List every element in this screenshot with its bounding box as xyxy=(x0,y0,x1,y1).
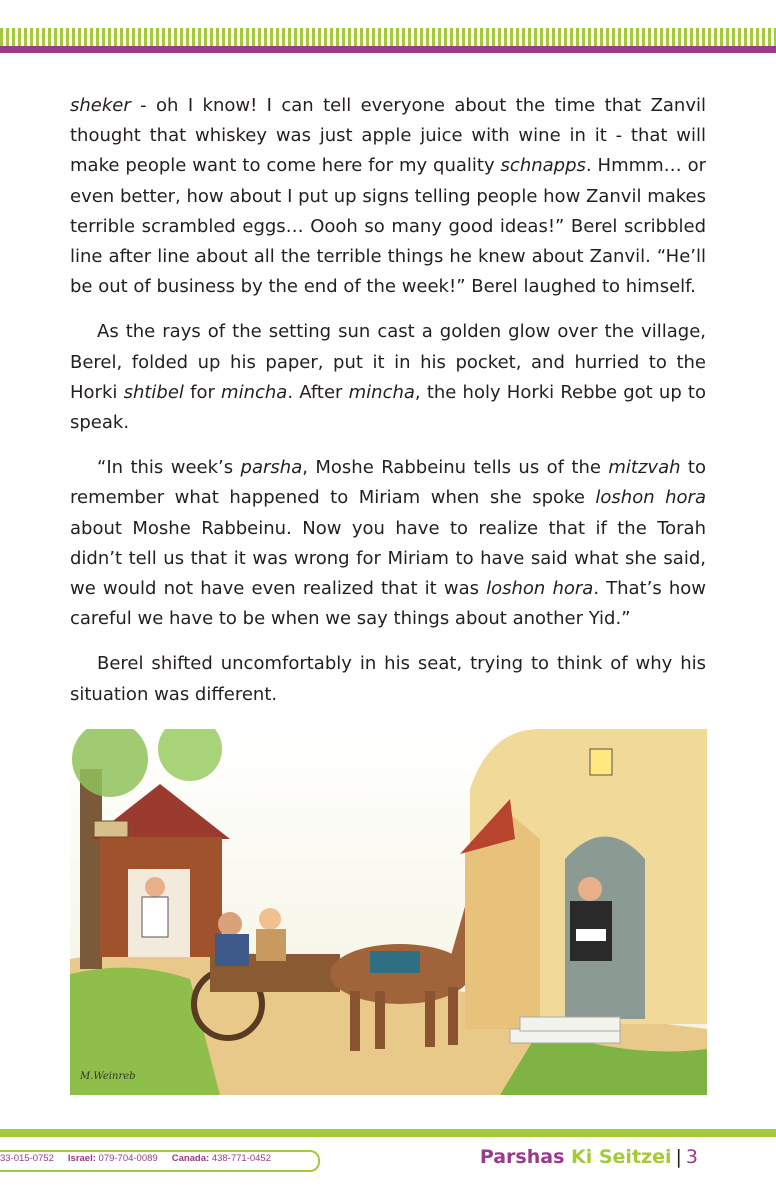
shopkeeper xyxy=(145,877,165,897)
footer-phones: 33-015-0752 Israel: 079-704-0089 Canada: 438-771-0452 xyxy=(0,1153,271,1164)
lantern xyxy=(590,749,612,775)
paragraph-2: As the rays of the setting sun cast a golden glow over the village, Berel, folded up his paper, put it in his pocket, and hurried to the Horki shtibel for mincha. After mincha, the holy Horki Rebbe got up to speak. xyxy=(70,321,706,434)
header-stripes xyxy=(0,28,776,46)
header-bar xyxy=(0,46,776,53)
artist-signature: M.Weinreb xyxy=(80,1071,136,1082)
title-separator: | xyxy=(675,1146,682,1168)
shop-sign xyxy=(94,821,128,837)
illustration-scene xyxy=(70,729,707,1095)
paragraph-3: “In this week’s parsha, Moshe Rabbeinu tells us of the mitzvah to remember what happened to Miriam when she spoke loshon hora about Moshe Rabbeinu. Now you have to realize that if the Torah didn’t tell us that it was wrong for Miriam to have said what she said, we would not have even realized that it was loshon hora. That’s how careful we have to be when we say things about another Yid.” xyxy=(70,457,707,630)
story-text xyxy=(70,91,706,725)
story-illustration xyxy=(70,729,707,1095)
driver xyxy=(218,912,242,936)
parshas-label: Parshas xyxy=(479,1146,565,1168)
man-in-doorway xyxy=(578,877,602,901)
parsha-name: Ki Seitzei xyxy=(571,1146,672,1168)
page-number: 3 xyxy=(685,1146,698,1168)
passenger xyxy=(259,908,281,930)
tree-trunk xyxy=(80,769,102,969)
footer-contact xyxy=(0,1150,320,1170)
footer-title xyxy=(480,1146,698,1168)
footer-bar xyxy=(0,1129,776,1137)
paragraph-1: sheker - oh I know! I can tell everyone about the time that Zanvil thought that whiskey was just apple juice with wine in it - that will make people want to come here for my quality schnapps. Hmmm… or even better, how about I put up signs telling people how Zanvil makes terrible scrambled eggs… Oooh so many good ideas!” Berel scribbled line after line about all the terrible things he knew about Zanvil. “He’ll be out of business by the end of the week!” Berel laughed to himself. xyxy=(70,95,707,298)
paragraph-4: Berel shifted uncomfortably in his seat, trying to think of why his situation was different. xyxy=(70,653,706,705)
horse-blanket xyxy=(370,951,420,973)
